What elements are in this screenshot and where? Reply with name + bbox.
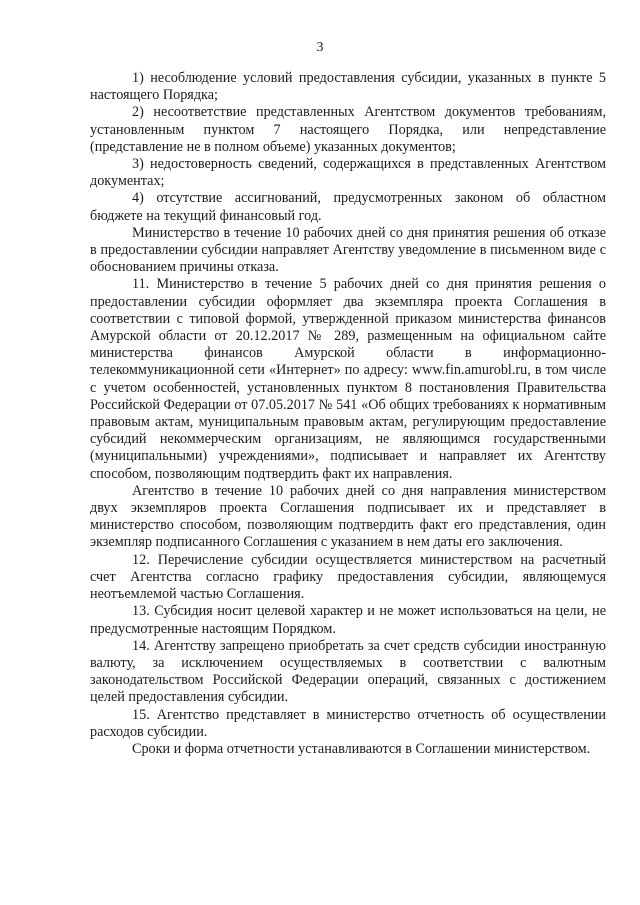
paragraph-item-3: 3) недостоверность сведений, содержащихся в представленных Агентством документах;	[90, 156, 606, 190]
paragraph-item-4: 4) отсутствие ассигнований, предусмотренных законом об областном бюджете на текущий финансовый год.	[90, 190, 606, 224]
paragraph-clause-12: 12. Перечисление субсидии осуществляется министерством на расчетный счет Агентства согласно графику предоставления субсидии, являющемуся неотъемлемой частью Соглашения.	[90, 551, 606, 603]
paragraph-item-1: 1) несоблюдение условий предоставления субсидии, указанных в пункте 5 настоящего Порядка;	[90, 70, 606, 104]
paragraph-refusal-notice: Министерство в течение 10 рабочих дней со дня принятия решения об отказе в предоставлении субсидии направляет Агентству уведомление в письменном виде с обоснованием причины отказа.	[90, 224, 606, 276]
paragraph-agency-signing: Агентство в течение 10 рабочих дней со дня направления министерством двух экземпляров проекта Соглашения подписывает их и представляет в министерство способом, позволяющим подтвердить факт его представления, один экземпляр подписанного Соглашения с указанием в нем даты его заключения.	[90, 482, 606, 551]
paragraph-clause-13: 13. Субсидия носит целевой характер и не может использоваться на цели, не предусмотренные настоящим Порядком.	[90, 603, 606, 637]
paragraph-item-2: 2) несоответствие представленных Агентством документов требованиям, установленным пунктом 7 настоящего Порядка, или непредставление (представление не в полном объеме) указанных документов;	[90, 104, 606, 155]
page-number: 3	[316, 40, 324, 55]
document-body	[90, 70, 606, 758]
paragraph-clause-15: 15. Агентство представляет в министерство отчетность об осуществлении расходов субсидии.	[90, 706, 606, 740]
paragraph-reporting-terms: Сроки и форма отчетности устанавливаются в Соглашении министерством.	[132, 740, 591, 757]
paragraph-clause-14: 14. Агентству запрещено приобретать за счет средств субсидии иностранную валюту, за исключением осуществляемых в соответствии с валютным законодательством Российской Федерации операций, связанных с достижением целей предоставления субсидии.	[90, 637, 606, 706]
paragraph-clause-11: 11. Министерство в течение 5 рабочих дней со дня принятия решения о предоставлении субсидии оформляет два экземпляра проекта Соглашения в соответствии с типовой формой, утвержденной приказом министерства финансов Амурской области от 20.12.2017 № 289, размещенным на официальном сайте министерства финансов Амурской области в информационно-телекоммуникационной сети «Интернет» по адресу: www.fin.amurobl.ru, в том числе с учетом особенностей, установленных пунктом 8 постановления Правительства Российской Федерации от 07.05.2017 № 541 «Об общих требованиях к нормативным правовым актам, муниципальным правовым актам, регулирующим предоставление субсидий некоммерческим организациям, не являющимся государственными (муниципальными) учреждениями», подписывает и направляет их Агентству способом, позволяющим подтвердить факт их направления.	[90, 276, 606, 482]
